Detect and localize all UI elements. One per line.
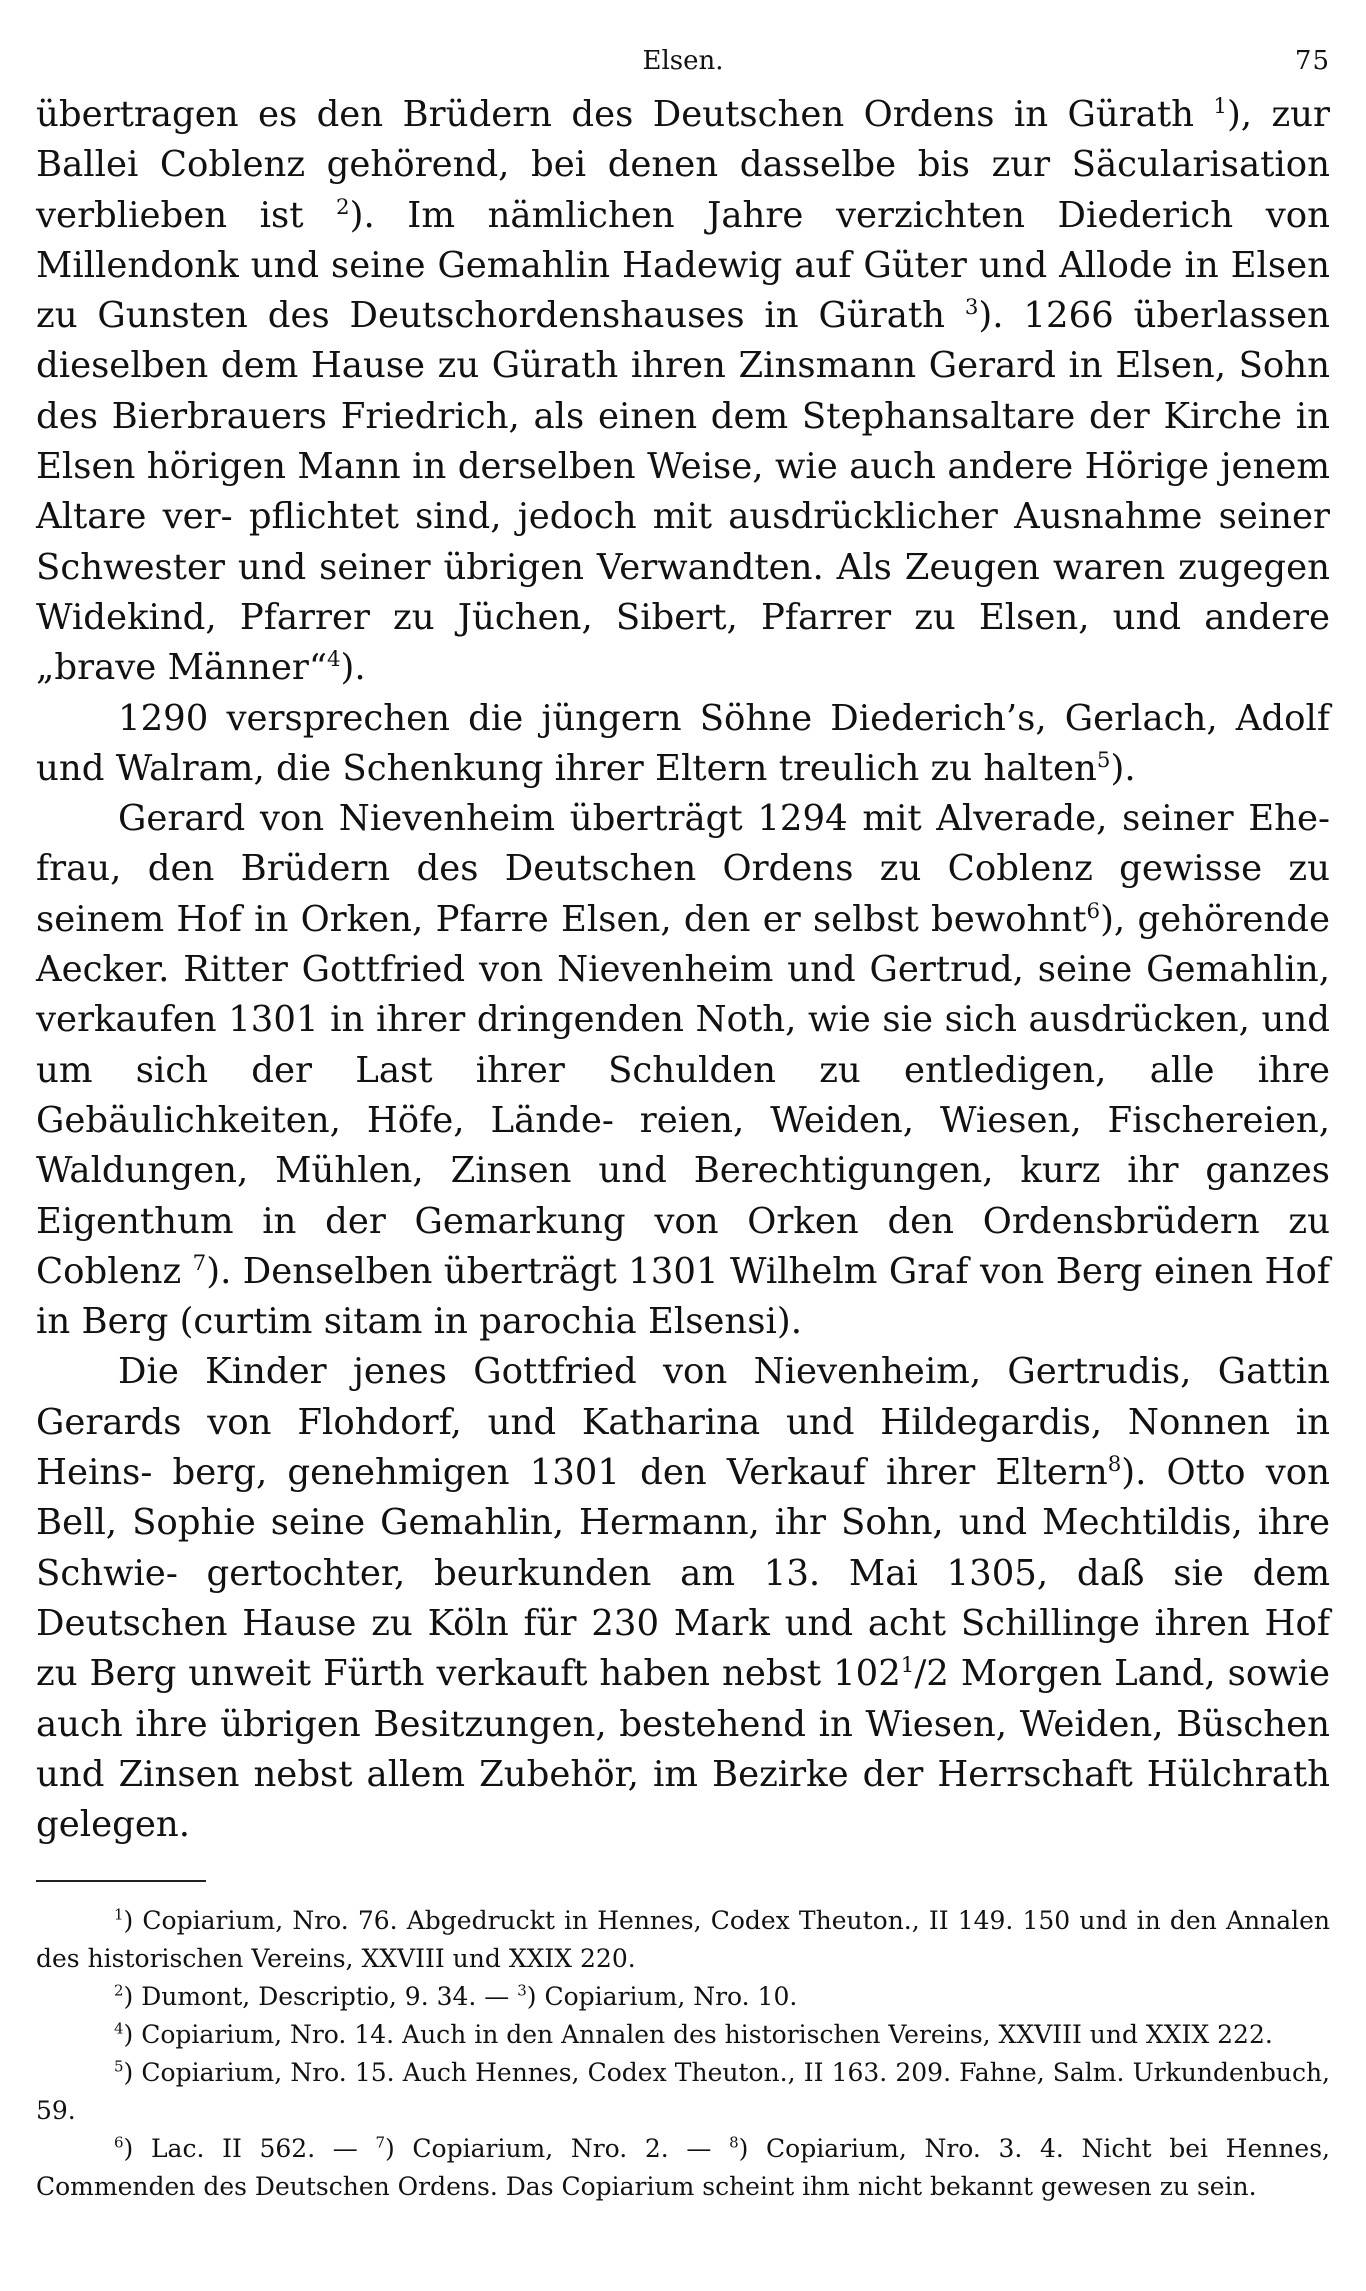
footnote-marker: 4 (114, 2020, 124, 2039)
text-run: ) Copiarium, Nro. 2. — (385, 2134, 730, 2164)
footnote-marker: 3 (517, 1982, 527, 2001)
text-run: ). Im nämlichen Jahre verzichten Diederich von Millendonk und seine Gemahlin Hadewig auf Güter und Allode in Elsen zu Gunsten des Deutschordenshauses in Gürath (36, 194, 1330, 337)
footnote-marker: 7 (375, 2134, 385, 2153)
text-run: übertragen es den Brüdern des Deutschen Ordens in Gürath (36, 94, 1214, 135)
footnote-5 (36, 2054, 1330, 2130)
footnote-marker: 2 (336, 194, 350, 220)
footnote-marker: 5 (1096, 748, 1111, 774)
footnote-marker: 6 (114, 2134, 124, 2153)
text-run: ) Copiarium, Nro. 14. Auch in den Annalen des historischen Vereins, XXVIII und XXIX 222. (123, 2020, 1273, 2050)
footnote-marker: 8 (1107, 1452, 1122, 1478)
footnote-marker: 8 (729, 2134, 739, 2153)
footnote-marker: 5 (114, 2058, 124, 2077)
paragraph-1 (36, 90, 1330, 694)
text-run: ). 1266 überlassen dieselben dem Hause zu Gürath ihren Zinsmann Gerard in Elsen, Sohn des Bierbrauers Friedrich, als einen dem Stephansaltare der Kirche in Elsen hörigen Mann in derselben Weise, wie auch andere Hörige jenem Altare ver- pflichtet sind, jedoch mit ausdrücklicher Ausnahme seiner Schwester und seiner übrigen Verwandten. Als Zeugen waren zugegen Widekind, Pfarrer zu Jüchen, Sibert, Pfarrer zu Elsen, und andere „brave Männer“ (36, 295, 1330, 689)
footnote-marker: 4 (326, 647, 341, 673)
text-run: Gerard von Nievenheim überträgt 1294 mit Alverade, seiner Ehe- frau, den Brüdern des Deutschen Ordens zu Coblenz gewisse zu seinem Hof in Orken, Pfarre Elsen, den er selbst bewohnt (36, 798, 1330, 940)
text-run: ). Denselben überträgt 1301 Wilhelm Graf von Berg einen Hof in Berg (curtim sitam in parochia Elsensi). (36, 1250, 1330, 1343)
footnotes (36, 1902, 1330, 2206)
text-run: ). Otto von Bell, Sophie seine Gemahlin, Hermann, ihr Sohn, und Mechtildis, ihre Schwie- gertochter, beurkunden am 13. Mai 1305, daß sie dem Deutschen Hause zu Köln für 230 Mark und acht Schillinge ihren Hof zu Berg unweit Fürth verkauft haben nebst 102 (36, 1452, 1330, 1695)
footnote-1 (36, 1902, 1330, 1978)
text-run: ) Copiarium, Nro. 76. Abgedruckt in Hennes, Codex Theuton., II 149. 150 und in den Annalen des historischen Vereins, XXVIII und XXIX 220. (36, 1906, 1330, 1974)
footnote-marker: 3 (964, 295, 979, 321)
text-run: ) Copiarium, Nro. 10. (526, 1982, 798, 2012)
main-text (36, 90, 1330, 1850)
book-page (36, 40, 1330, 2206)
running-head (36, 40, 1330, 90)
text-run: ), zur Ballei Coblenz gehörend, bei denen dasselbe bis zur Säcularisation verblieben ist (36, 94, 1330, 236)
text-run: ) Lac. II 562. — (123, 2134, 376, 2164)
footnote-6-8 (36, 2130, 1330, 2206)
text-run: ), gehörende Aecker. Ritter Gottfried von Nievenheim und Gertrud, seine Gemahlin, verkaufen 1301 in ihrer dringenden Noth, wie sie sich ausdrücken, und um sich der Last ihrer Schulden zu entledigen, alle ihre Gebäulichkeiten, Höfe, Lände- reien, Weiden, Wiesen, Fischereien, Waldungen, Mühlen, Zinsen und Berechtigungen, kurz ihr ganzes Eigenthum in der Gemarkung von Orken den Ordensbrüdern zu Coblenz (36, 898, 1330, 1292)
text-run: 1290 versprechen die jüngern Söhne Diederich’s, Gerlach, Adolf und Walram, die Schenkung ihrer Eltern treulich zu halten (36, 697, 1330, 789)
running-title: Elsen. (642, 46, 724, 76)
text-run: /2 Morgen Land, sowie auch ihre übrigen Besitzungen, bestehend in Wiesen, Weiden, Büschen und Zinsen nebst allem Zubehör, im Bezirke der Herrschaft Hülchrath gelegen. (36, 1653, 1330, 1846)
text-run: Die Kinder jenes Gottfried von Nievenheim, Gertrudis, Gattin Gerards von Flohdorf, und Katharina und Hildegardis, Nonnen in Heins- berg, genehmigen 1301 den Verkauf ihrer Eltern (36, 1351, 1330, 1494)
paragraph-3 (36, 794, 1330, 1347)
footnote-marker: 7 (192, 1251, 207, 1276)
footnote-rule (36, 1880, 206, 1882)
paragraph-2 (36, 694, 1330, 795)
paragraph-4 (36, 1347, 1330, 1850)
footnote-marker: 6 (1086, 898, 1101, 924)
text-run: ) Copiarium, Nro. 3. 4. Nicht bei Hennes, Commenden des Deutschen Ordens. Das Copiarium scheint ihm nicht bekannt gewesen zu sein. (36, 2134, 1331, 2202)
footnote-marker: 1 (900, 1653, 915, 1679)
text-run: ) Dumont, Descriptio, 9. 34. — (123, 1982, 518, 2012)
footnote-2-3 (36, 1978, 1330, 2016)
text-run: ). (340, 647, 366, 689)
footnote-marker: 2 (114, 1982, 124, 2001)
page-number: 75 (1294, 46, 1330, 76)
text-run: ) Copiarium, Nro. 15. Auch Hennes, Codex Theuton., II 163. 209. Fahne, Salm. Urkundenbuch, 59. (36, 2058, 1330, 2126)
footnote-4 (36, 2016, 1330, 2054)
footnote-marker: 1 (1213, 94, 1227, 120)
text-run: ). (1110, 747, 1136, 789)
footnote-marker: 1 (114, 1906, 124, 1925)
